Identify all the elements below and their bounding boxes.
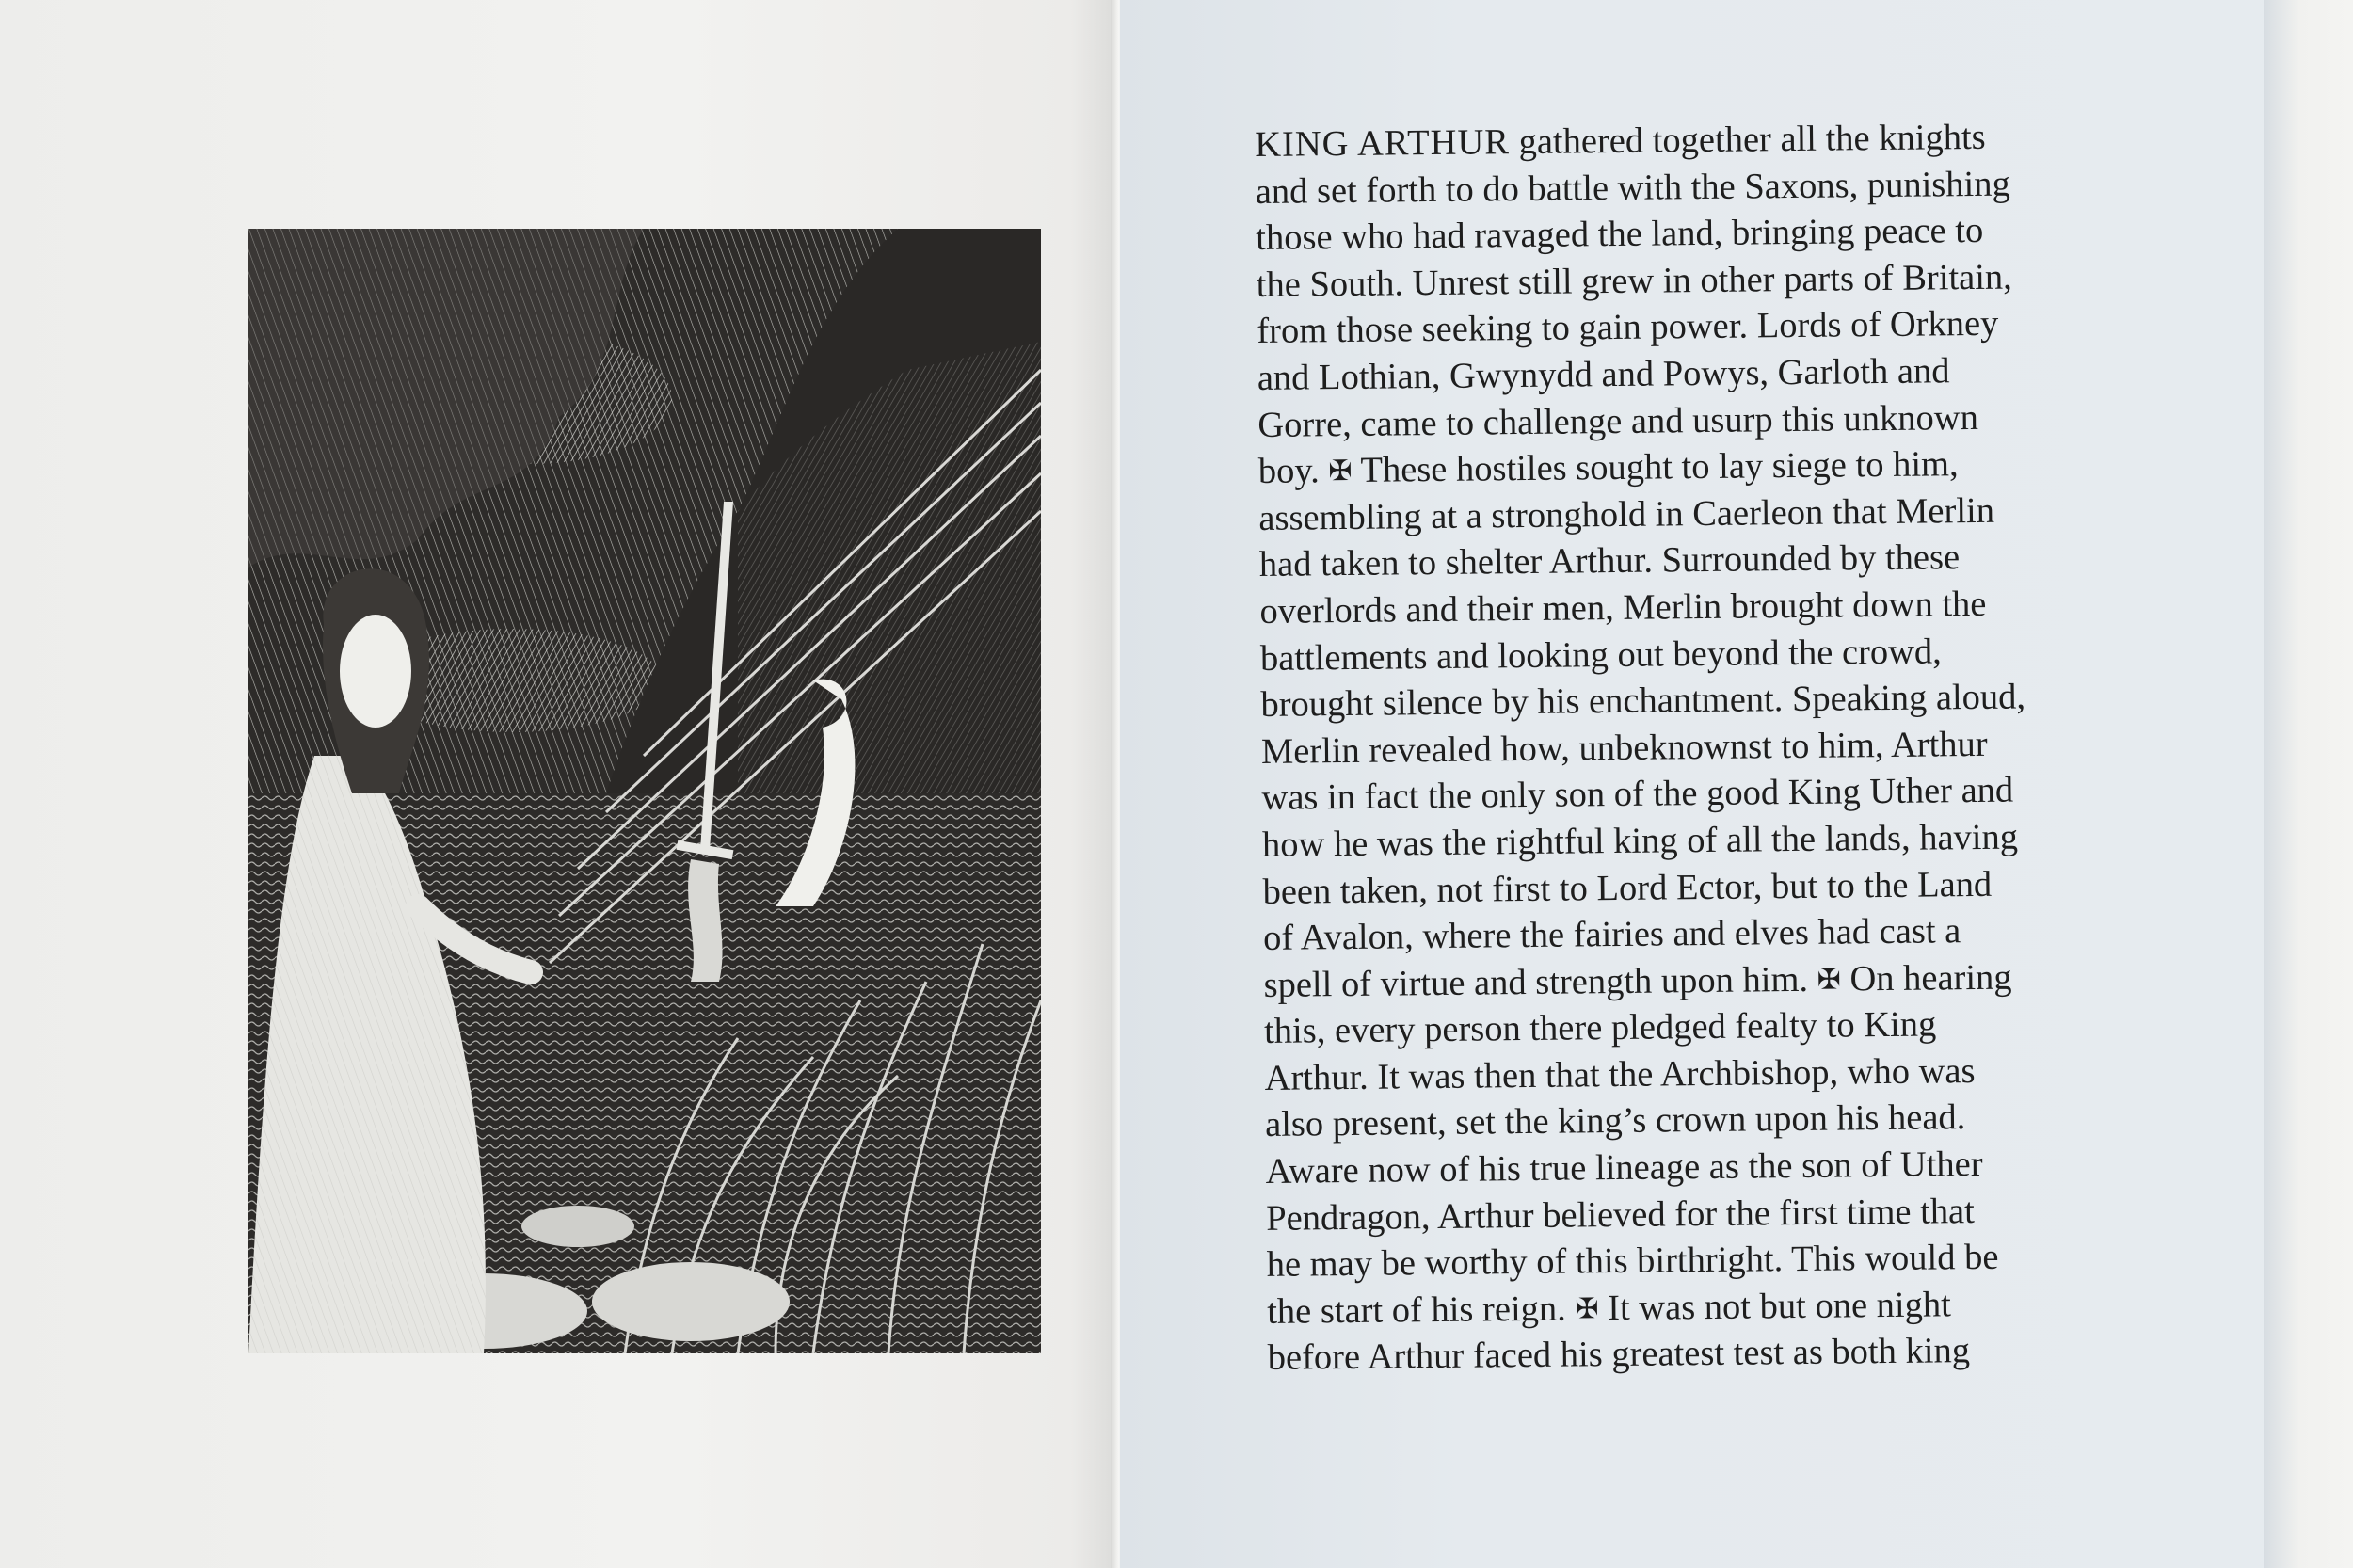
text-line: this, every person there pledged fealty to King <box>1263 1004 1937 1052</box>
text-line: Gorre, came to challenge and usurp this unknown <box>1257 397 1979 445</box>
text-line: overlords and their men, Merlin brought down the <box>1259 584 1987 632</box>
text-line: assembling at a stronghold in Caerleon that Merlin <box>1258 490 1995 538</box>
woodcut-illustration <box>248 229 1041 1353</box>
text-line: was in fact the only son of the good King Uther and <box>1261 770 2014 819</box>
story-text <box>1255 114 2115 1383</box>
text-line: the start of his reign. ✠ It was not but one night <box>1267 1285 1952 1332</box>
text-line: boy. ✠ These hostiles sought to lay siege to him, <box>1257 444 1959 492</box>
text-line: been taken, not first to Lord Ector, but to the Land <box>1262 864 1993 912</box>
cross-ornament: ✠ <box>1817 964 1841 996</box>
text-line: of Avalon, where the fairies and elves had cast a <box>1262 911 1961 959</box>
text-line: Merlin revealed how, unbeknownst to him, Arthur <box>1260 724 1988 772</box>
text-line: Pendragon, Arthur believed for the first time that <box>1265 1191 1976 1239</box>
text-line: from those seeking to gain power. Lords of Orkney <box>1257 304 1999 352</box>
lily-pad <box>592 1262 790 1341</box>
text-line: those who had ravaged the land, bringing peace to <box>1256 211 1984 259</box>
text-line: spell of virtue and strength upon him. ✠ On hearing <box>1263 957 2012 1005</box>
cross-ornament: ✠ <box>1575 1293 1599 1325</box>
text-line: he may be worthy of this birthright. This would be <box>1266 1238 1999 1286</box>
text-line: the South. Unrest still grew in other parts of Britain, <box>1256 257 2013 305</box>
text-line: had taken to shelter Arthur. Surrounded by these <box>1258 537 1961 585</box>
text-line: Arthur. It was then that the Archbishop, who was <box>1264 1050 1976 1098</box>
page-edge <box>2264 0 2353 1568</box>
text-line: how he was the rightful king of all the lands, having <box>1261 817 2019 865</box>
text-line: brought silence by his enchantment. Speaking aloud, <box>1260 677 2026 726</box>
text-line: and Lothian, Gwynydd and Powys, Garloth and <box>1257 351 1950 398</box>
lily-pad <box>521 1206 634 1247</box>
text-line: also present, set the king’s crown upon his head. <box>1264 1097 1966 1145</box>
text-line: and set forth to do battle with the Saxons, punishing <box>1255 164 2010 212</box>
text-line: Aware now of his true lineage as the son of Uther <box>1265 1144 1983 1192</box>
lead-capitals: KING ARTHUR <box>1255 122 1511 165</box>
text-line: battlements and looking out beyond the crowd, <box>1259 631 1943 679</box>
cross-ornament: ✠ <box>1328 456 1353 488</box>
text-line: before Arthur faced his greatest test as both king <box>1267 1331 1971 1379</box>
text-line: KING ARTHUR gathered together all the knights <box>1255 117 1986 165</box>
